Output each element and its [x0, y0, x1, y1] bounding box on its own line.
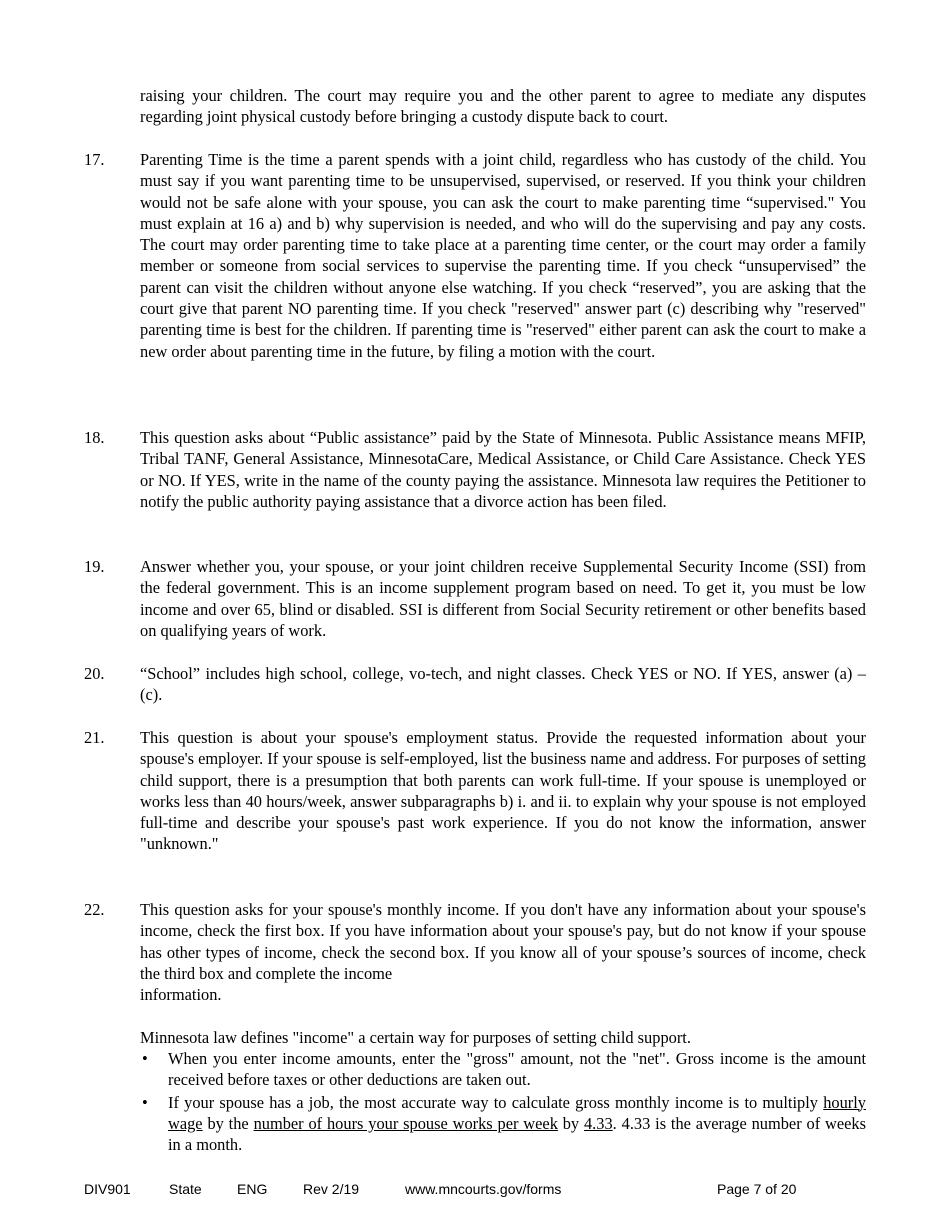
item-text: Answer whether you, your spouse, or your joint children receive Supplemental Security Income (SSI) from the federal government. This is an income supplement program based on need. To get it, you must be low income and over 65, blind or disabled. SSI is different from Social Security retirement or other benefits based on qualifying years of work.	[140, 557, 866, 640]
instruction-21	[84, 727, 866, 855]
footer-page-number: Page 7 of 20	[717, 1181, 797, 1197]
item-number: 22.	[84, 900, 105, 919]
footer-form-id: DIV901	[84, 1181, 131, 1197]
item-text-tail: information.	[140, 985, 222, 1005]
bullet-text-part: If your spouse has a job, the most accurate way to calculate gross monthly income is to multiply	[168, 1092, 824, 1112]
instruction-22	[84, 899, 866, 1005]
item-number: 18.	[84, 428, 105, 447]
item-number: 20.	[84, 664, 105, 683]
footer-language: ENG	[237, 1181, 268, 1197]
bullet-text-part: by the	[202, 1113, 254, 1133]
item-number: 19.	[84, 557, 105, 576]
income-bullet-list	[140, 1048, 866, 1156]
instruction-19	[84, 556, 866, 641]
bullet-item-gross-income	[140, 1048, 866, 1091]
bullet-item-calculation	[140, 1092, 866, 1156]
bullet-text-part: . 4.33 is the average number of weeks in a month.	[168, 1113, 866, 1155]
item-text: Parenting Time is the time a parent spends with a joint child, regardless who has custody of the child. You must say if you want parenting time to be unsupervised, supervised, or reserved. If you think your children would not be safe alone with your spouse, you can ask the court to make parenting time “supervised." You must explain at 16 a) and b) why supervision is needed, and who will do the supervising and pay any costs. The court may order parenting time to take place at a parenting time center, or the court may order a family member or someone from social services to supervise the parenting time. If you check “unsupervised” the parent can visit the children without anyone else watching. If you check “reserved”, you are asking that the court give that parent NO parenting time. If you check "reserved" answer part (c) describing why "reserved" parenting time is best for the children. If parenting time is "reserved" either parent can ask the court to make a new order about parenting time in the future, by filing a motion with the court.	[140, 150, 866, 361]
income-definition: Minnesota law defines "income" a certain way for purposes of setting child support.	[140, 1028, 691, 1047]
item-text-main: This question asks for your spouse's monthly income. If you don't have any information about your spouse's income, check the first box. If you have information about your spouse's pay, but do not know if your spouse has other types of income, check the second box. If you know all of your spouse’s sources of income, check the third box and complete the income	[140, 900, 866, 983]
intro-paragraph: raising your children. The court may require you and the other parent to agree to mediate any disputes regarding joint physical custody before bringing a custody dispute back to court.	[140, 86, 866, 127]
footer-jurisdiction: State	[169, 1181, 202, 1197]
page-footer	[0, 1180, 950, 1200]
bullet-text-part: by	[557, 1113, 584, 1133]
item-number: 17.	[84, 150, 105, 169]
instruction-17	[84, 149, 866, 362]
underlined-term-hours-per-week: number of hours your spouse works per week	[253, 1113, 558, 1133]
footer-revision: Rev 2/19	[303, 1181, 360, 1197]
instruction-20	[84, 663, 866, 706]
instruction-18	[84, 427, 866, 512]
underlined-term-hourly-wage: hourly wage	[168, 1092, 866, 1133]
item-number: 21.	[84, 728, 105, 747]
item-text: “School” includes high school, college, vo-tech, and night classes. Check YES or NO. If YES, answer (a) – (c).	[140, 664, 866, 705]
item-text: This question is about your spouse's employment status. Provide the requested information about your spouse's employer. If your spouse is self-employed, list the business name and address. For purposes of setting child support, there is a presumption that both parents can work full-time. If your spouse is unemployed or works less than 40 hours/week, answer subparagraphs b) i. and ii. to explain why your spouse is not employed full-time and describe your spouse's past work experience. If you do not know the information, answer "unknown."	[140, 728, 866, 854]
underlined-term-multiplier: 4.33	[583, 1113, 613, 1133]
item-text: This question asks about “Public assistance” paid by the State of Minnesota. Public Assistance means MFIP, Tribal TANF, General Assistance, MinnesotaCare, Medical Assistance, or Child Care Assistance. Check YES or NO. If YES, write in the name of the county paying the assistance. Minnesota law requires the Petitioner to notify the public authority paying assistance that a divorce action has been filed.	[140, 428, 866, 511]
bullet-text: When you enter income amounts, enter the "gross" amount, not the "net". Gross income is the amount received before taxes or other deductions are taken out.	[168, 1049, 866, 1090]
item-text	[140, 899, 866, 984]
footer-url[interactable]: www.mncourts.gov/forms	[405, 1181, 562, 1197]
